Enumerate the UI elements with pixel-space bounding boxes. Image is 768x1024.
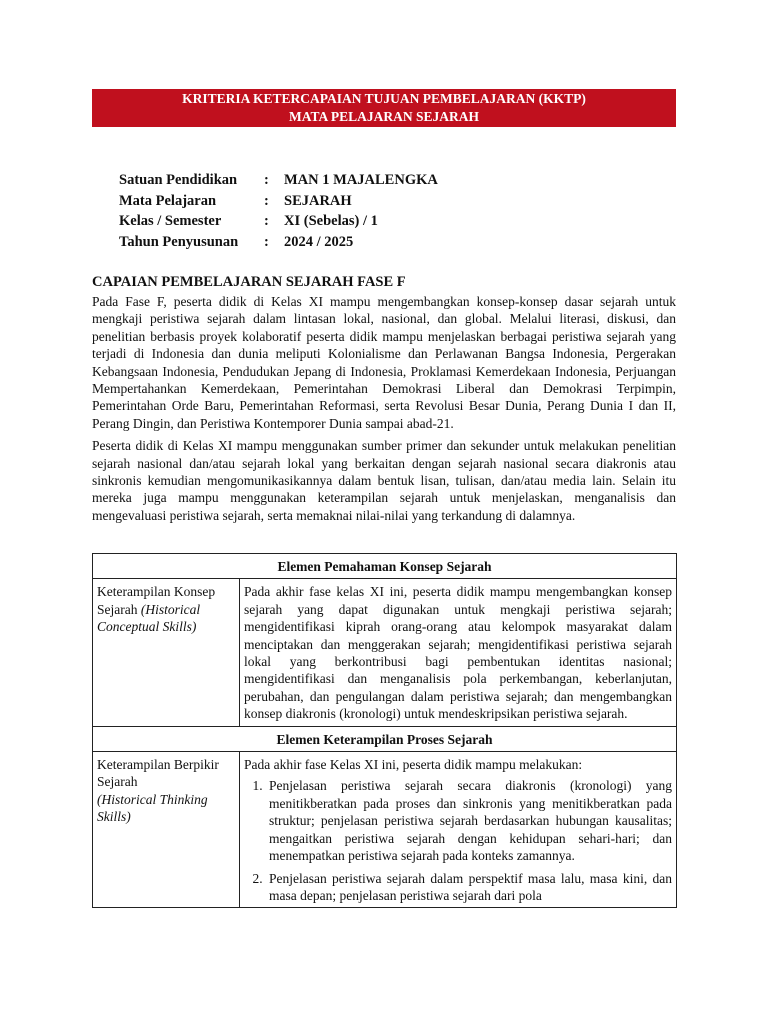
meta-value: XI (Sebelas) / 1 [284, 213, 378, 230]
meta-row-class [119, 211, 438, 232]
meta-label: Satuan Pendidikan [119, 172, 238, 188]
title-line-1: KRITERIA KETERCAPAIAN TUJUAN PEMBELAJARAN (KKTP) [182, 91, 586, 106]
meta-value: MAN 1 MAJALENGKA [284, 172, 438, 188]
meta-colon: : [264, 213, 269, 230]
list-item: 2. Penjelasan peristiwa sejarah dalam perspektif masa lalu, masa kini, dan masa depan; penjelasan peristiwa sejarah dari pola [266, 870, 672, 905]
element-description-cell [240, 752, 677, 908]
meta-row-school [119, 170, 438, 191]
list-item: 1. Penjelasan peristiwa sejarah secara diakronis (kronologi) yang menitikberatkan pada proses dan sinkronis yang menitikberatkan pada struktur; penjelasan peristiwa sejarah berdasarkan hubungan kausalitas; mengaitkan peristiwa sejarah dengan kehidupan sehari-hari; dan menempatkan peristiwa sejarah pada konteks zamannya. [266, 777, 672, 864]
meta-colon: : [264, 172, 269, 188]
section-header-concept: Elemen Pemahaman Konsep Sejarah [93, 554, 677, 579]
element-name-english: (Historical Thinking Skills) [97, 791, 208, 825]
meta-value: 2024 / 2025 [284, 234, 354, 251]
table-section-row [93, 554, 677, 579]
learning-outcome-table [92, 553, 677, 908]
body-text [92, 293, 676, 529]
title-banner [92, 89, 676, 127]
element-name-cell [93, 579, 240, 726]
meta-label: Tahun Penyusunan [119, 234, 239, 251]
description-intro: Pada akhir fase Kelas XI ini, peserta didik mampu melakukan: [244, 757, 583, 773]
meta-colon: : [264, 192, 269, 209]
title-line-2: MATA PELAJARAN SEJARAH [288, 109, 479, 124]
meta-row-year [119, 232, 438, 253]
meta-value: SEJARAH [284, 192, 352, 209]
meta-label: Mata Pelajaran [119, 192, 217, 209]
element-name: Keterampilan Konsep Sejarah [97, 584, 216, 617]
table-row [93, 752, 677, 908]
element-description-cell: Pada akhir fase kelas XI ini, peserta didik mampu mengembangkan konsep sejarah yang dapat digunakan untuk mengkaji peristiwa sejarah; mengidentifikasi kiprah orang-orang atau kelompok masyarakat dalam menciptakan dan menggerakan sejarah; mengidentifikasi peristiwa sejarah lokal yang berkontribusi bagi pembentukan identitas nasional; mengidentifikasi dan menganalisis pola perkembangan, keberlanjutan, perubahan, dan pengulangan dalam peristiwa sejarah; dan mengembangkan konsep diakronis (kronologi) untuk mendeskripsikan peristiwa sejarah. [240, 579, 677, 726]
meta-row-subject [119, 191, 438, 212]
table-row [93, 579, 677, 726]
section-heading: CAPAIAN PEMBELAJARAN SEJARAH FASE F [92, 274, 406, 290]
meta-label: Kelas / Semester [119, 213, 222, 230]
section-header-process: Elemen Keterampilan Proses Sejarah [93, 726, 677, 751]
identity-block [119, 170, 438, 253]
element-name-english: (Historical Conceptual Skills) [97, 601, 201, 635]
meta-colon: : [264, 234, 269, 251]
paragraph: Pada Fase F, peserta didik di Kelas XI mampu mengembangkan konsep-konsep dasar sejarah untuk mengkaji peristiwa sejarah dalam lintasan lokal, nasional, dan global. Melalui literasi, diskusi, dan penelitian berbasis proyek kolaboratif peserta didik mampu menjelaskan berbagai peristiwa sejarah yang terjadi di Indonesia dan dunia meliputi Kolonialisme dan Perlawanan Bangsa Indonesia, Pergerakan Kebangsaan Indonesia, Pendudukan Jepang di Indonesia, Proklamasi Kemerdekaan Indonesia, Perjuangan Mempertahankan Kemerdekaan, Pemerintahan Demokrasi Liberal dan Demokrasi Terpimpin, Pemerintahan Orde Baru, Pemerintahan Reformasi, serta Revolusi Besar Dunia, Perang Dunia I dan II, Perang Dingin, dan Peristiwa Kontemporer Dunia sampai abad-21. [92, 294, 676, 431]
element-name-cell [93, 752, 240, 908]
element-name: Keterampilan Berpikir Sejarah [97, 757, 219, 790]
table-section-row [93, 726, 677, 751]
skill-list [244, 777, 672, 904]
paragraph: Peserta didik di Kelas XI mampu menggunakan sumber primer dan sekunder untuk melakukan penelitian sejarah nasional dan/atau sejarah lokal yang berkaitan dengan sejarah nasional secara diakronis atau sinkronis kemudian mengomunikasikannya dalam bentuk lisan, tulisan, dan/atau media lain. Selain itu mereka juga mampu menggunakan keterampilan sejarah untuk menjelaskan, menganalisis dan mengevaluasi peristiwa sejarah, serta memaknai nilai-nilai yang terkandung di dalamnya. [92, 438, 676, 523]
